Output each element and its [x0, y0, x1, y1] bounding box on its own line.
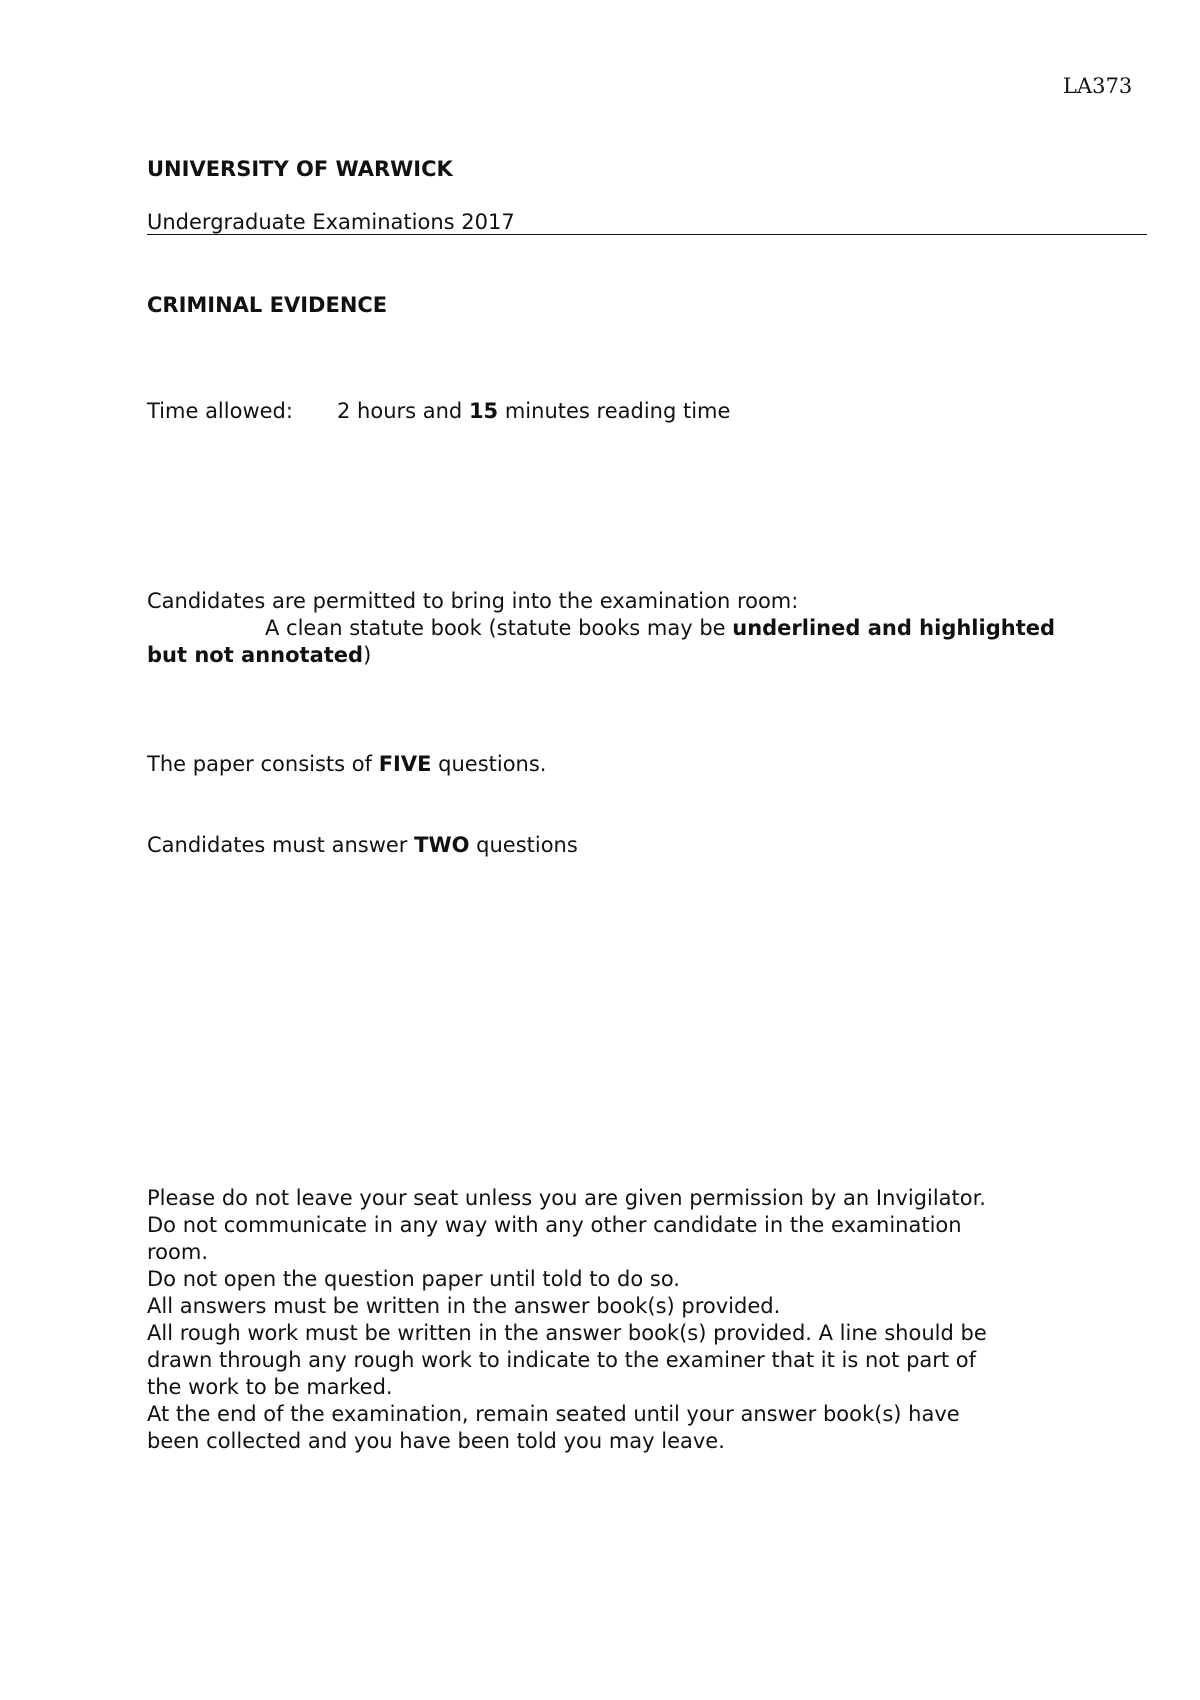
- time-value-pre: 2 hours and: [337, 399, 469, 423]
- permitted-item: [147, 615, 1131, 642]
- permitted-item-line2: [147, 642, 371, 669]
- consists-pre: The paper consists of: [147, 752, 379, 776]
- time-value-post: minutes reading time: [498, 399, 731, 423]
- permitted-item-bold-1: underlined and highlighted: [732, 616, 1056, 640]
- time-value-bold: 15: [468, 399, 499, 423]
- permitted-item-post: ): [363, 643, 372, 667]
- permitted-intro: Candidates are permitted to bring into the examination room:: [147, 589, 799, 613]
- time-allowed-label: Time allowed:: [147, 399, 293, 423]
- permitted-item-pre: A clean statute book (statute books may be: [265, 616, 733, 640]
- rule-item: All rough work must be written in the answer book(s) provided. A line should be drawn through any rough work to indicate to the examiner that it is not part of the work to be marked.: [147, 1321, 987, 1399]
- exam-series-text: Undergraduate Examinations 2017: [147, 210, 515, 234]
- exam-rules: [147, 1185, 997, 1455]
- time-allowed-value: [337, 398, 730, 425]
- subject-title: CRIMINAL EVIDENCE: [147, 293, 388, 317]
- rule-item: Do not communicate in any way with any other candidate in the examination room.: [147, 1213, 962, 1264]
- exam-series: [147, 210, 1147, 235]
- rule-item: All answers must be written in the answer book(s) provided.: [147, 1294, 781, 1318]
- answer-bold: TWO: [414, 833, 470, 857]
- paper-code: LA373: [1063, 74, 1133, 98]
- consists-bold: FIVE: [378, 752, 432, 776]
- rule-item: Do not open the question paper until told to do so.: [147, 1267, 680, 1291]
- university-name: UNIVERSITY OF WARWICK: [147, 157, 453, 181]
- questions-count: [147, 751, 546, 778]
- answer-requirement: [147, 832, 578, 859]
- rule-item: At the end of the examination, remain seated until your answer book(s) have been collected and you have been told you may leave.: [147, 1402, 960, 1453]
- rule-item: Please do not leave your seat unless you are given permission by an Invigilator.: [147, 1186, 986, 1210]
- answer-post: questions: [469, 833, 578, 857]
- permitted-item-bold-2: but not annotated: [147, 643, 364, 667]
- consists-post: questions.: [431, 752, 547, 776]
- answer-pre: Candidates must answer: [147, 833, 415, 857]
